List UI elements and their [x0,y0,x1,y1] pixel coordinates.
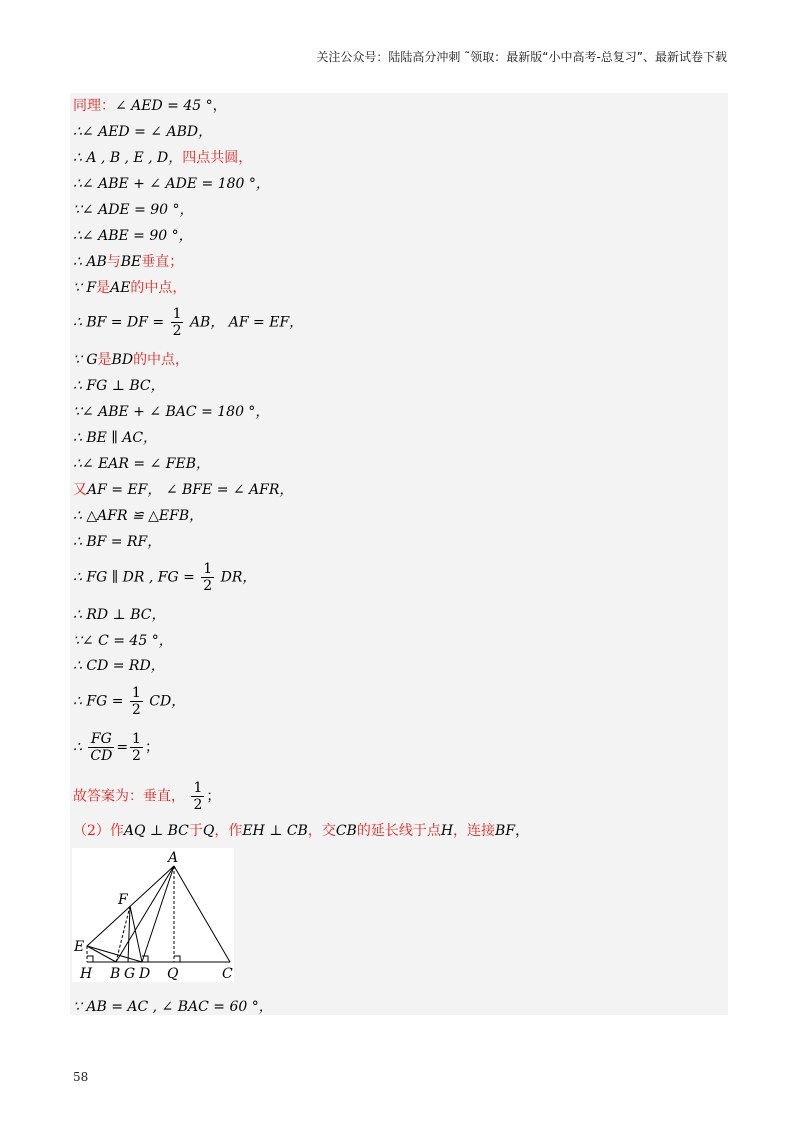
fraction-numerator: 1 [203,561,213,577]
line-7-math-a: ∴ AB [73,254,107,270]
line-3-math: ∴ A , B , E , D， [73,150,183,166]
line-7-text: 垂直； [141,254,184,270]
line-18-pre: ∴ FG ∥ DR , FG = [73,569,195,586]
line-15 [73,481,293,499]
segment-ab [116,866,174,962]
line-3 [73,149,252,167]
math-cb: CB [335,823,357,839]
fraction-denominator: CD [90,748,113,764]
line-4 [73,175,270,193]
line-5-math: ∵∠ ADE = 90 °， [73,202,194,218]
line-6-math: ∴∠ ABE = 90 °， [73,228,193,244]
line-5 [73,201,194,219]
line-23-pre: ∴ [73,739,82,756]
line-24-post: ； [206,788,221,805]
line-23 [73,731,159,764]
math-bf: BF [495,823,516,839]
line-19-math: ∴ RD ⊥ BC， [73,607,166,623]
label-h: H [80,966,93,982]
line-1-end: ， [212,98,227,114]
math-eh-perp-cb: EH ⊥ CB [242,823,308,839]
label-f: F [118,892,128,908]
segment-fg [128,906,130,962]
answer-label: 故答案为：垂直， [73,788,185,805]
line-10 [73,351,189,369]
fraction-numerator: 1 [172,306,182,322]
line-8 [73,279,186,297]
segment-ed [87,946,142,962]
line-2-math: ∴∠ AED = ∠ ABD， [73,124,213,140]
geometry-figure [72,848,234,982]
line-13-math: ∴ BE ∥ AC， [73,430,158,446]
line-22-pre: ∴ FG = [73,693,124,710]
fraction-denominator: 2 [193,797,203,813]
text-intersect: ，交 [307,823,336,839]
text-at: 于 [188,823,203,839]
math-h: H [440,823,454,839]
label-c: C [222,966,233,982]
line-8-text: 的中点， [130,280,187,296]
fraction-fg-cd [88,731,114,764]
line-26-math: ∵ AB = AC , ∠ BAC = 60 °， [73,999,273,1015]
line-20-math: ∵∠ C = 45 °， [73,633,173,649]
equals-sign: = [116,739,129,756]
line-17-math: ∴ BF = RF， [73,534,162,550]
fraction-one-half [201,561,214,594]
line-10-mid: 是 [97,352,112,368]
fraction-numerator: 1 [193,780,203,796]
label-e: E [74,939,85,955]
right-angle-h [87,956,93,962]
line-3-text: 四点共圆， [182,150,253,166]
line-13 [73,429,157,447]
line-21-math: ∴ CD = RD， [73,658,165,674]
fraction-numerator: 1 [132,731,141,747]
fraction-one-half [130,731,143,764]
line-20 [73,632,173,650]
fraction-denominator: 2 [131,702,141,718]
segment-ac [174,866,230,962]
line-18 [73,561,256,594]
geometry-diagram [72,848,234,982]
line-26 [73,998,273,1016]
line-9 [73,306,303,339]
line-21 [73,657,165,675]
segment-eb [87,946,116,962]
line-16 [73,507,203,525]
label-g: G [124,966,136,982]
line-1 [73,97,227,115]
math-q: Q [202,823,215,839]
line-14-math: ∴∠ EAR = ∠ FEB， [73,456,210,472]
line-14 [73,455,210,473]
fraction-one-half [130,685,143,718]
line-7-math-b: BE [120,254,142,270]
part-2-intro: （2）作 [73,823,124,839]
line-22-post: CD， [149,693,186,710]
line-9-post: AB， AF = EF， [189,314,304,331]
label-q: Q [167,966,179,982]
segment-fd [130,906,142,962]
line-8-math-b: AE [110,280,131,296]
fraction-one-half [191,780,204,813]
line-19 [73,606,165,624]
line-16-math: ∴ △AFR ≌ △EFB， [73,508,204,524]
line-10-math-a: ∵ G [73,352,98,368]
line-4-math: ∴∠ ABE + ∠ ADE = 180 °， [73,176,270,192]
page-header: 关注公众号：陆陆高分冲刺 ˜领取：最新版“小中高考-总复习”、最新试卷下载 [316,50,727,64]
label-d: D [139,966,151,982]
line-15-math: AF = EF， ∠ BFE = ∠ AFR， [87,482,294,498]
line-8-mid: 是 [96,280,111,296]
line-22 [73,685,185,718]
line-17 [73,533,161,551]
page-number: 58 [73,1070,89,1084]
fraction-denominator: 2 [203,578,213,594]
line-10-math-b: BD [111,352,134,368]
line-11 [73,377,165,395]
line-1-prefix: 同理： [73,98,115,114]
line-6 [73,227,193,245]
line-12-math: ∵∠ ABE + ∠ BAC = 180 °， [73,404,270,420]
line-25-end: ， [515,823,530,839]
line-7 [73,253,183,271]
line-9-pre: ∴ BF = DF = [73,314,165,331]
line-1-math: ∠ AED = 45 ° [115,98,213,114]
line-8-math-a: ∵ F [73,280,97,296]
line-15-prefix: 又 [73,482,87,498]
label-b: B [110,966,121,982]
line-2 [73,123,212,141]
line-25 [73,822,529,840]
line-23-post: ； [144,739,159,756]
line-12 [73,403,269,421]
text-extension: 的延长线于点 [356,823,441,839]
fraction-denominator: 2 [172,323,182,339]
line-18-post: DR， [220,569,257,586]
line-24 [73,780,220,813]
right-angle-q [174,956,180,962]
fraction-numerator: 1 [131,685,141,701]
line-7-mid: 与 [106,254,121,270]
fraction-denominator: 2 [132,748,141,764]
fraction-one-half [171,306,184,339]
text-connect: ，连接 [453,823,496,839]
line-11-math: ∴ FG ⊥ BC， [73,378,165,394]
text-construct: ，作 [214,823,243,839]
label-a: A [168,850,179,866]
math-aq-perp-bc: AQ ⊥ BC [123,823,189,839]
fraction-numerator: FG [88,731,114,748]
line-10-text: 的中点， [133,352,190,368]
